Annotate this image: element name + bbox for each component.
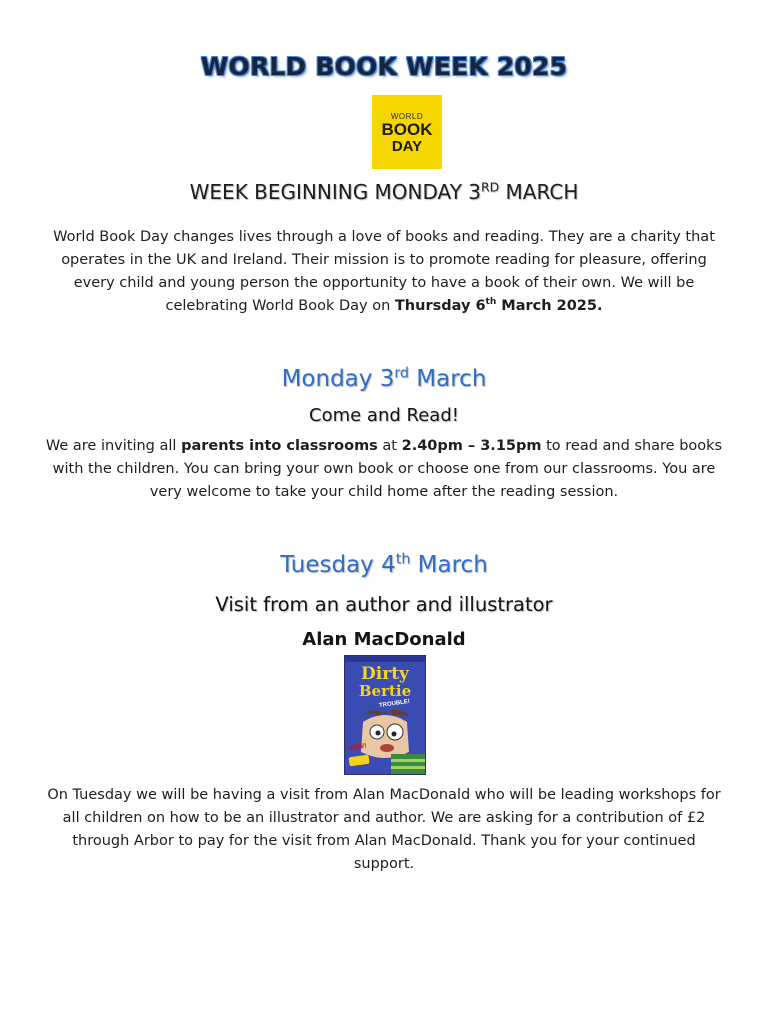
monday-paragraph	[40, 435, 728, 504]
logo-line-2: BOOK	[381, 119, 433, 139]
world-book-day-logo	[372, 95, 442, 169]
tuesday-subheading: Visit from an author and illustrator	[215, 593, 553, 616]
book-title-line-1: Dirty	[361, 664, 409, 684]
monday-heading-post: March	[408, 366, 487, 392]
subtitle-sup: RD	[481, 179, 500, 195]
intro-paragraph	[40, 226, 728, 318]
monday-bold-1: parents into classrooms	[181, 438, 378, 454]
monday-heading-pre: Monday 3	[281, 366, 395, 392]
monday-text-2: at	[377, 438, 402, 454]
logo-line-1: WORLD	[390, 111, 424, 121]
intro-text: World Book Day changes lives through a love of books and reading. They are a charity that operates in the UK and Ireland. Their mission is to promote reading for pleasure, offering every child and young person the opportunity to have a book of their own. We will be celebrating World Book Day on	[53, 229, 715, 314]
intro-bold-sup: th	[485, 297, 497, 308]
monday-bold-2: 2.40pm – 3.15pm	[401, 438, 542, 454]
logo-line-3: DAY	[391, 137, 423, 155]
tuesday-paragraph: On Tuesday we will be having a visit from Alan MacDonald who will be leading workshops for all children on how to be an illustrator and author. We are asking for a contribution of £2 through Arbor to pay for the visit from Alan MacDonald. Thank you for your continued support.	[47, 787, 721, 872]
author-name: Alan MacDonald	[302, 629, 466, 650]
intro-bold-date: Thursday 6	[394, 298, 486, 314]
monday-heading	[0, 366, 768, 392]
week-subtitle	[0, 180, 768, 204]
book-new-badge: NEW!	[347, 742, 368, 753]
tuesday-heading-post: March	[410, 552, 488, 578]
monday-text-1: We are inviting all	[45, 438, 182, 454]
monday-heading-sup: rd	[394, 365, 409, 382]
subtitle-text: WEEK BEGINNING MONDAY 3	[189, 180, 481, 204]
monday-text-3: to read and share books with the children. You can bring your own book or choose one from our classrooms. You are very welcome to take your child home after the reading session.	[52, 438, 723, 500]
book-tag: TROUBLE!	[378, 698, 411, 710]
book-title-line-2: Bertie	[358, 682, 412, 700]
tuesday-heading-pre: Tuesday 4	[280, 552, 396, 578]
book-cover-image	[344, 655, 426, 775]
tuesday-heading-sup: th	[395, 551, 411, 568]
tuesday-heading	[0, 552, 768, 578]
subtitle-after: MARCH	[499, 180, 579, 204]
monday-subheading: Come and Read!	[309, 405, 459, 426]
page-title: WORLD BOOK WEEK 2025	[200, 52, 568, 81]
intro-bold-year: March 2025.	[496, 298, 603, 314]
